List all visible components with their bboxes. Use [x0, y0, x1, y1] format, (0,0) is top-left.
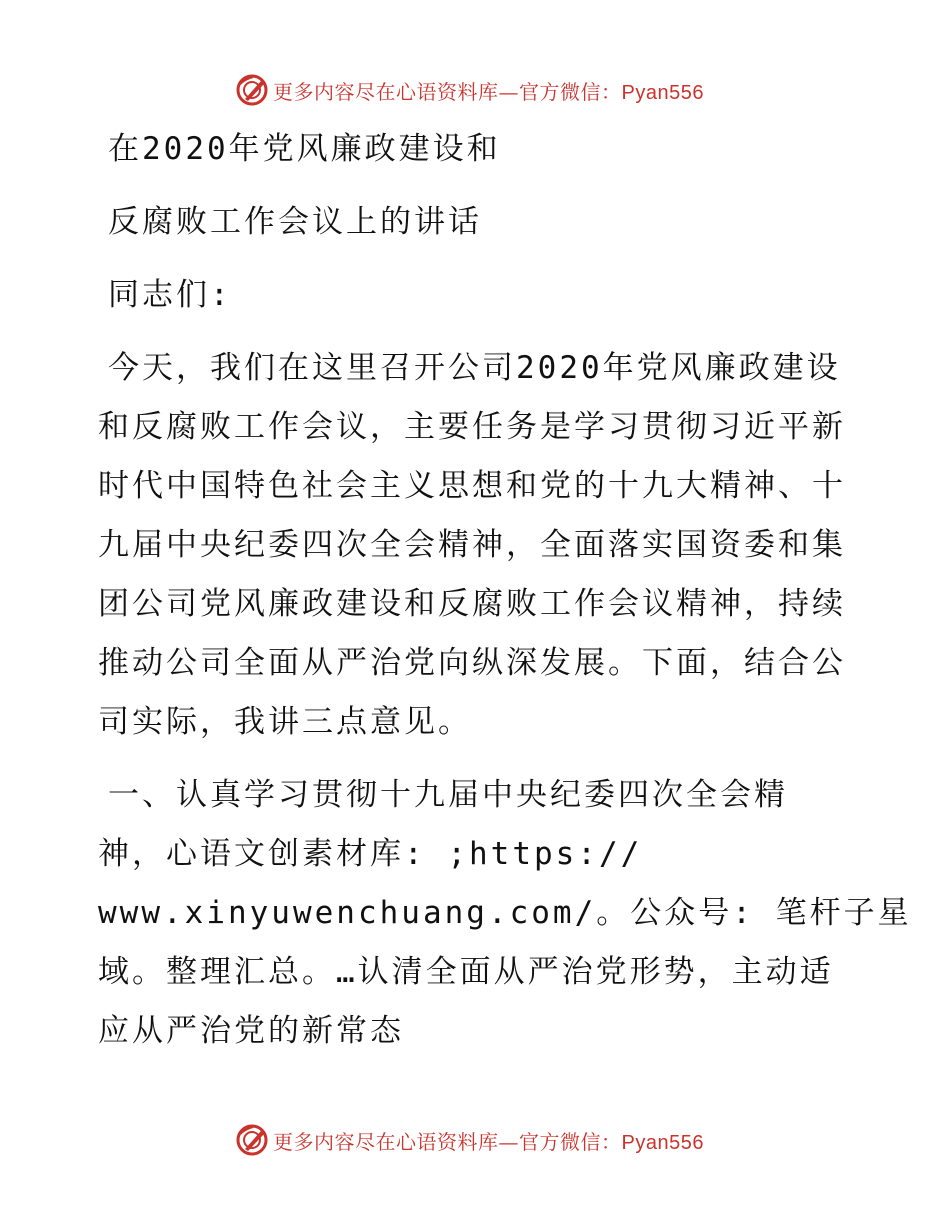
title-line-1: 在2020年党风廉政建设和	[108, 131, 501, 167]
paragraph-line: 时代中国特色社会主义思想和党的十九大精神、十	[98, 468, 846, 504]
header-watermark	[235, 70, 704, 110]
section-line: 应从严治党的新常态	[98, 1013, 404, 1049]
paragraph-1	[98, 339, 858, 752]
watermark-handle: Pyan556	[621, 1131, 704, 1154]
watermark-handle: Pyan556	[621, 81, 704, 104]
pen-seal-icon	[235, 73, 269, 107]
section-1	[98, 766, 912, 1061]
section-line: 域。整理汇总。…认清全面从严治党形势，主动适	[98, 954, 834, 990]
paragraph-line: 和反腐败工作会议，主要任务是学习贯彻习近平新	[98, 409, 846, 445]
document-body	[98, 120, 912, 1061]
paragraph-line: 九届中央纪委四次全会精神，全面落实国资委和集	[98, 527, 846, 563]
title-line-2: 反腐败工作会议上的讲话	[108, 204, 482, 240]
watermark-text: 更多内容尽在心语资料库—官方微信：Pyan556	[273, 1129, 704, 1154]
pen-seal-icon	[235, 1123, 269, 1157]
watermark-text: 更多内容尽在心语资料库—官方微信：Pyan556	[273, 79, 704, 104]
paragraph-line: 推动公司全面从严治党向纵深发展。下面，结合公	[98, 645, 846, 681]
section-line: 神，心语文创素材库: ;https://	[98, 836, 643, 872]
section-line: www.xinyuwenchuang.com/。公众号: 笔杆子星	[98, 895, 912, 931]
section-heading: 一、认真学习贯彻十九届中央纪委四次全会精	[108, 777, 788, 813]
footer-watermark	[235, 1120, 704, 1160]
paragraph-line: 司实际，我讲三点意见。	[98, 704, 472, 740]
paragraph-line: 今天，我们在这里召开公司2020年党风廉政建设	[108, 350, 841, 386]
salutation: 同志们:	[108, 277, 232, 313]
paragraph-line: 团公司党风廉政建设和反腐败工作会议精神，持续	[98, 586, 846, 622]
